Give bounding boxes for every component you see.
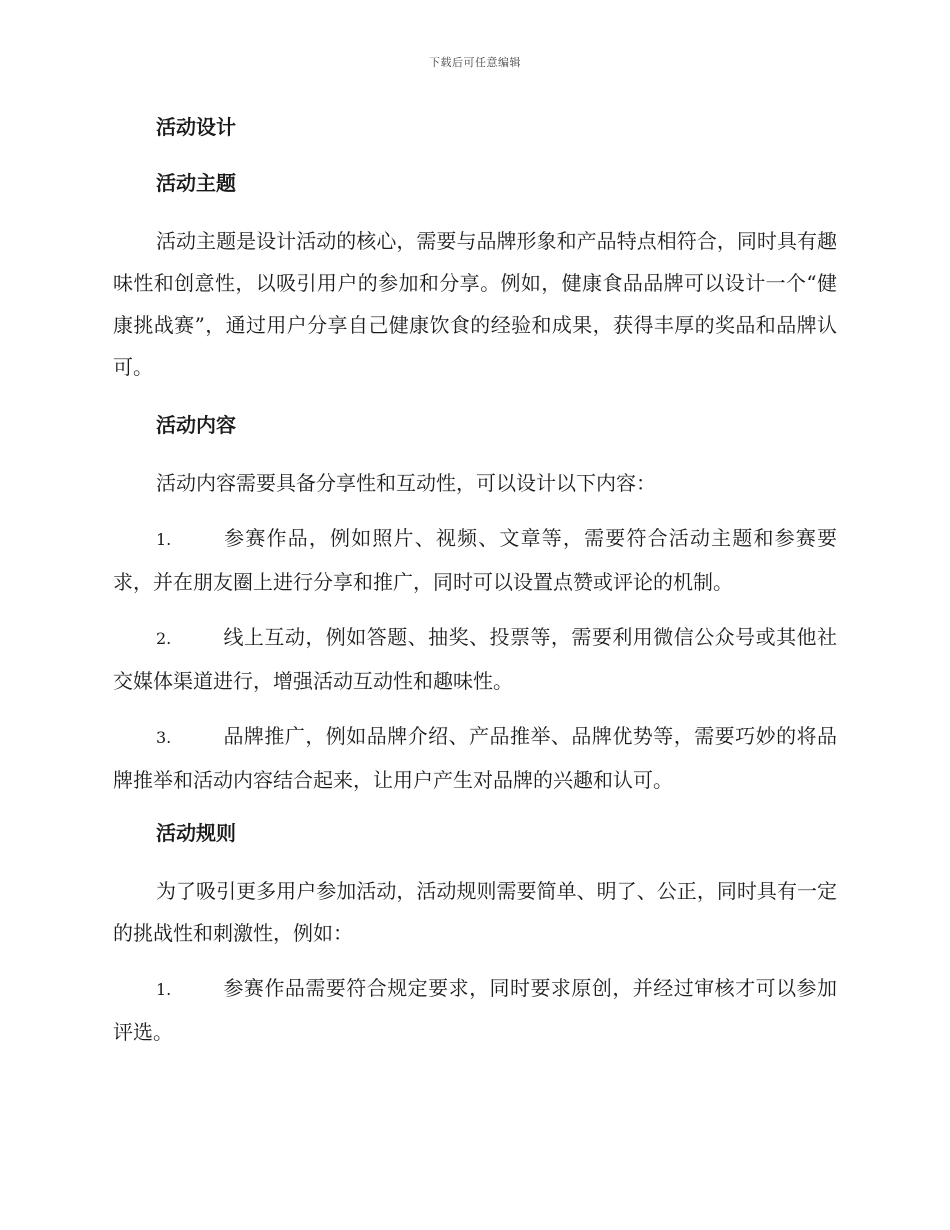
theme-heading: 活动主题 <box>156 171 236 195</box>
content-intro: 活动内容需要具备分享性和互动性，可以设计以下内容： <box>156 471 656 495</box>
list-text: 品牌推广，例如品牌介绍、产品推举、品牌优势等，需要巧妙的将品牌推举和活动内容结合起来，让用户产生对品牌的兴趣和认可。 <box>113 724 837 792</box>
rules-heading: 活动规则 <box>156 821 236 845</box>
rules-intro: 为了吸引更多用户参加活动，活动规则需要简单、明了、公正，同时具有一定的挑战性和刺激性，例如： <box>113 879 837 945</box>
list-text: 参赛作品，例如照片、视频、文章等，需要符合活动主题和参赛要求，并在朋友圈上进行分享和推广，同时可以设置点赞或评论的机制。 <box>113 526 837 594</box>
document-body <box>113 108 837 1066</box>
content-list-item-3 <box>113 715 837 801</box>
list-text: 线上互动，例如答题、抽奖、投票等，需要利用微信公众号或其他社交媒体渠道进行，增强活动互动性和趣味性。 <box>113 625 837 693</box>
content-heading: 活动内容 <box>156 413 236 437</box>
section-title: 活动设计 <box>156 115 236 139</box>
content-list-item-2 <box>113 616 837 702</box>
list-number: 2. <box>156 629 172 648</box>
theme-paragraph: 活动主题是设计活动的核心，需要与品牌形象和产品特点相符合，同时具有趣味性和创意性，以吸引用户的参加和分享。例如，健康食品品牌可以设计一个“健康挑战赛”，通过用户分享自己健康饮食的经验和成果，获得丰厚的奖品和品牌认可。 <box>113 229 837 379</box>
content-list-item-1 <box>113 517 837 603</box>
page-header-note: 下载后可任意编辑 <box>429 56 521 69</box>
rules-list-item-1 <box>113 967 837 1053</box>
list-number: 1. <box>156 980 172 999</box>
list-number: 3. <box>156 728 172 747</box>
list-number: 1. <box>156 530 172 549</box>
list-text: 参赛作品需要符合规定要求，同时要求原创，并经过审核才可以参加评选。 <box>113 976 837 1044</box>
